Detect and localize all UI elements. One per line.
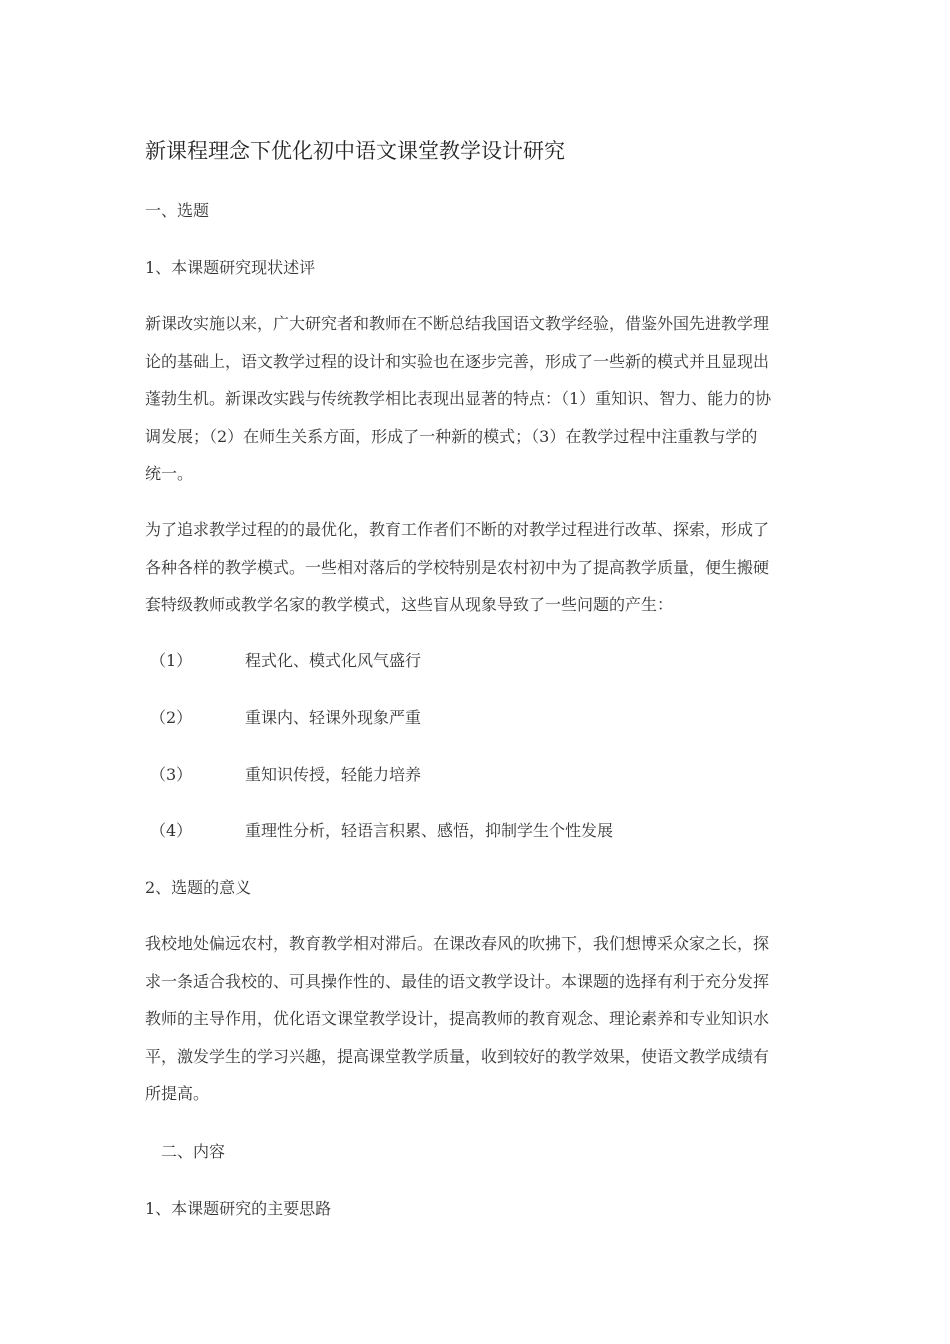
subsection-heading-1: 1、本课题研究现状述评	[145, 258, 316, 277]
paragraph-line: 蓬勃生机。新课改实践与传统教学相比表现出显著的特点：（1）重知识、智力、能力的协	[145, 389, 772, 409]
paragraph-line: 教师的主导作用，优化语文课堂教学设计，提高教师的教育观念、理论素养和专业知识水	[145, 1009, 770, 1029]
list-item-number: （2）	[150, 708, 193, 727]
paragraph-3	[145, 925, 815, 1113]
section-heading-1: 一、选题	[145, 201, 210, 220]
paragraph-line: 调发展；（2）在师生关系方面，形成了一种新的模式；（3）在教学过程中注重教与学的	[145, 426, 758, 446]
paragraph-line: 统一。	[145, 464, 194, 484]
list-item: 重知识传授，轻能力培养	[245, 765, 422, 784]
paragraph-line: 论的基础上，语文教学过程的设计和实验也在逐步完善，形成了一些新的模式并且显现出	[145, 351, 770, 371]
list-item: 重理性分析，轻语言积累、感悟，抑制学生个性发展	[245, 821, 614, 840]
list-item: 重课内、轻课外现象严重	[245, 708, 422, 727]
list-item-number: （1）	[150, 651, 193, 670]
paragraph-line: 求一条适合我校的、可具操作性的、最佳的语文教学设计。本课题的选择有利于充分发挥	[145, 971, 770, 991]
document-title: 新课程理念下优化初中语文课堂教学设计研究	[145, 139, 565, 163]
paragraph-line: 为了追求教学过程的的最优化，教育工作者们不断的对教学过程进行改革、探索，形成了	[145, 520, 770, 539]
list-item: 程式化、模式化风气盛行	[245, 651, 422, 670]
subsection-heading-3: 1、本课题研究的主要思路	[145, 1199, 332, 1218]
section-heading-2: 二、内容	[161, 1142, 226, 1161]
paragraph-line: 我校地处偏远农村，教育教学相对滞后。在课改春风的吹拂下，我们想博采众家之长，探	[145, 934, 770, 953]
paragraph-2	[145, 511, 815, 624]
list-item-number: （4）	[150, 821, 193, 840]
paragraph-1	[145, 305, 815, 493]
paragraph-line: 新课改实施以来，广大研究者和教师在不断总结我国语文教学经验，借鉴外国先进教学理	[145, 314, 770, 333]
paragraph-line: 各种各样的教学模式。一些相对落后的学校特别是农村初中为了提高教学质量，便生搬硬	[145, 557, 770, 577]
paragraph-line: 平，激发学生的学习兴趣，提高课堂教学质量，收到较好的教学效果，使语文教学成绩有	[145, 1046, 770, 1066]
paragraph-line: 套特级教师或教学名家的教学模式，这些盲从现象导致了一些问题的产生：	[145, 595, 674, 615]
subsection-heading-2: 2、选题的意义	[145, 878, 252, 897]
paragraph-line: 所提高。	[145, 1084, 210, 1104]
list-item-number: （3）	[150, 765, 193, 784]
